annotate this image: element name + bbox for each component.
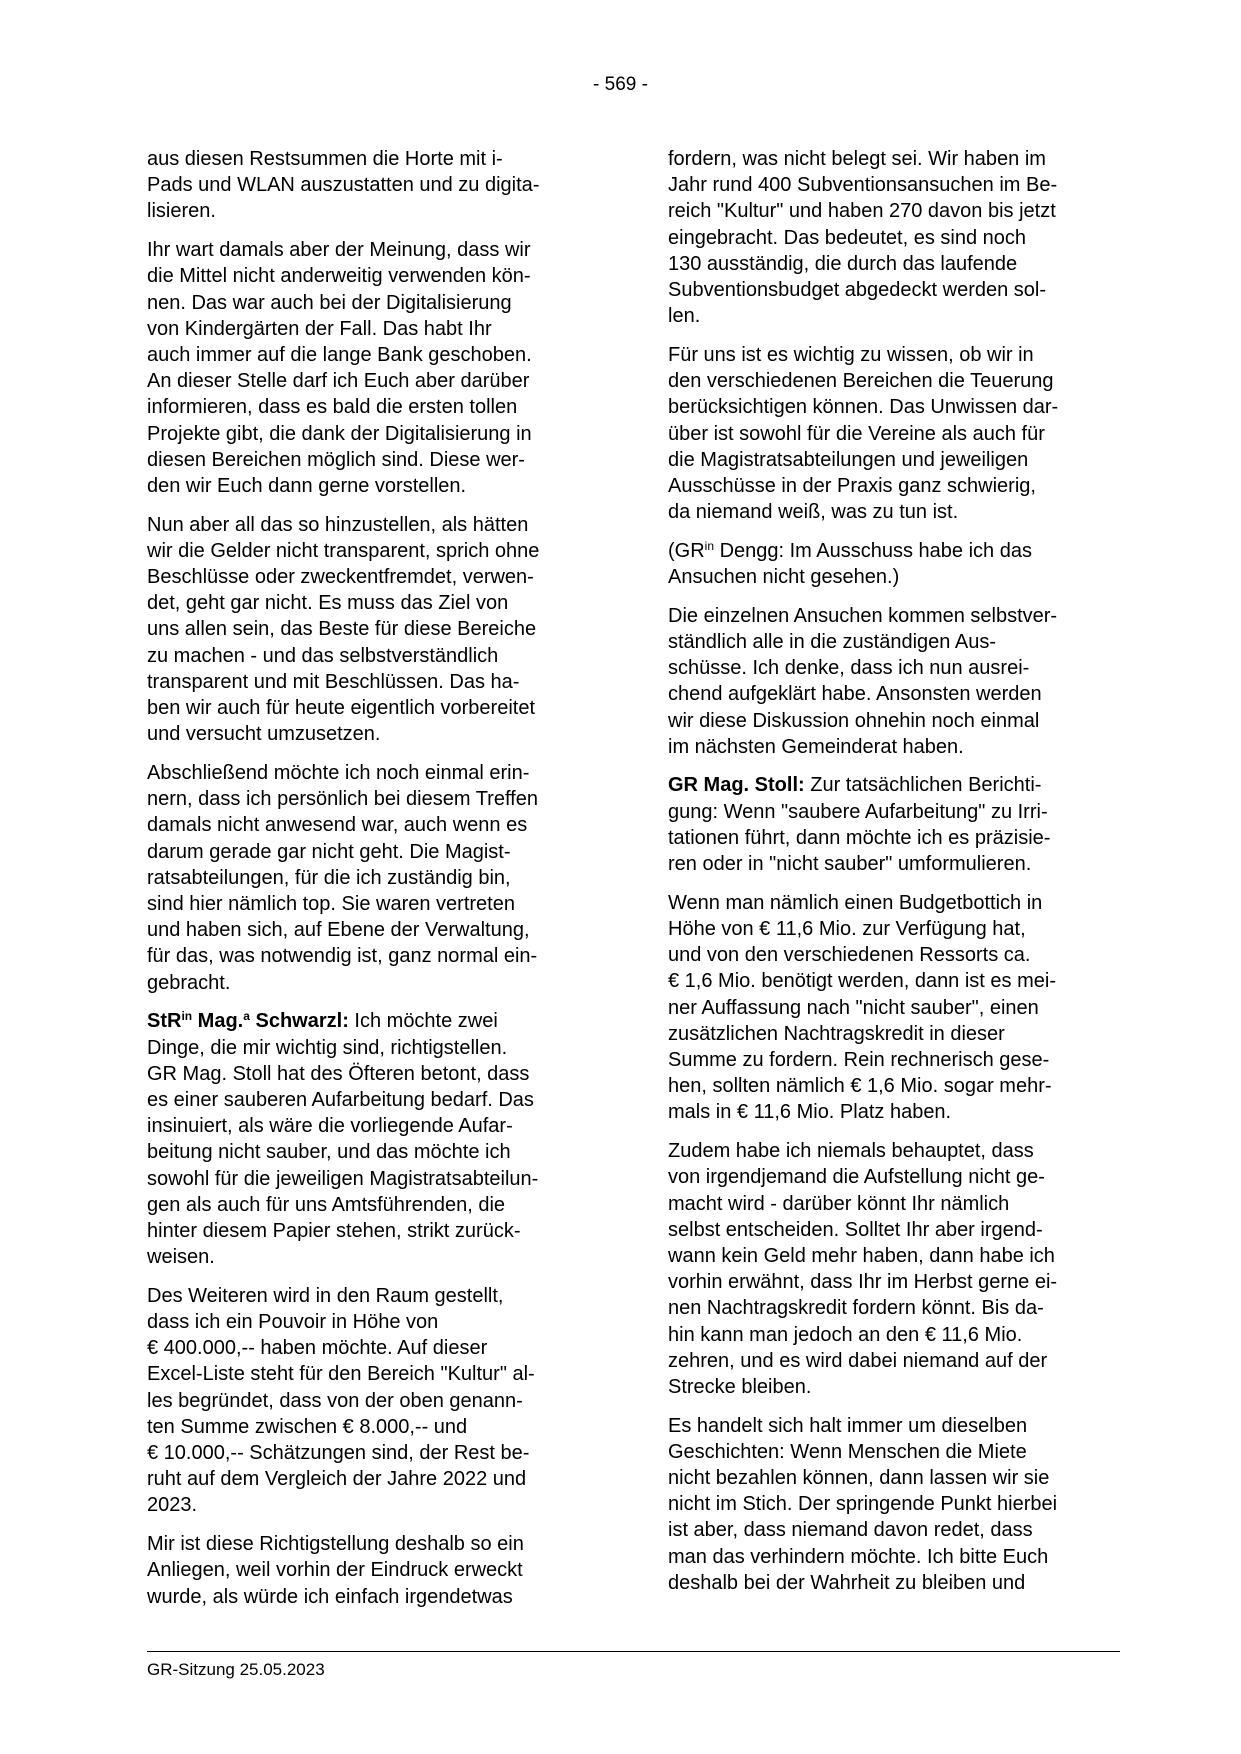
left-column	[147, 146, 602, 1622]
paragraph: Für uns ist es wichtig zu wissen, ob wir in den verschiedenen Bereichen die Teuerung berücksichtigen können. Das Unwissen dar- über ist sowohl für die Vereine als auch für die Magistratsabteilungen und jeweiligen Ausschüsse in der Praxis ganz schwierig, da niemand weiß, was zu tun ist.	[668, 343, 1059, 524]
speech-text: Zur tatsächlichen Berichti- gung: Wenn "saubere Aufarbeitung" zu Irri- tationen führt, dann möchte ich es präzisie- ren oder in "nicht sauber" umformulieren.	[668, 774, 1051, 876]
speaker-paragraph	[147, 1008, 602, 1270]
paragraph: Abschließend möchte ich noch einmal erin- nern, dass ich persönlich bei diesem Treffen damals nicht anwesend war, auch wenn es darum gerade gar nicht geht. Die Magist- ratsabteilungen, für die ich zuständig bin, sind hier nämlich top. Sie waren vertreten und haben sich, auf Ebene der Verwaltung, für das, was notwendig ist, ganz normal ein- gebracht.	[147, 761, 538, 994]
paragraph: Nun aber all das so hinzustellen, als hätten wir die Gelder nicht transparent, sprich ohne Beschlüsse oder zweckentfremdet, verwen- det, geht gar nicht. Es muss das Ziel von uns allen sein, das Beste für diese Bereiche zu machen - und das selbstverständlich transparent und mit Beschlüssen. Das ha- ben wir auch für heute eigentlich vorbereitet und versucht umzusetzen.	[147, 513, 540, 746]
paragraph: Zudem habe ich niemals behauptet, dass von irgendjemand die Aufstellung nicht ge- macht wird - darüber könnt Ihr nämlich selbst entscheiden. Solltet Ihr aber irgend- wann kein Geld mehr haben, dann habe ich vorhin erwähnt, dass Ihr im Herbst gerne ei- nen Nachtragskredit fordern könnt. Bis da- hin kann man jedoch an den € 11,6 Mio. zehren, und es wird dabei niemand auf der Strecke bleiben.	[668, 1140, 1058, 1398]
speech-text: Ich möchte zwei Dinge, die mir wichtig sind, richtigstellen. GR Mag. Stoll hat des Öfteren betont, dass es einer sauberen Aufarbeitung bedarf. Das insinuiert, als wäre die vorliegende Aufar- beitung nicht sauber, und das möchte ich sowohl für die jeweiligen Magistratsabteilun- gen als auch für uns Amtsführenden, die hinter diesem Papier stehen, strikt zurück- weisen.	[147, 1010, 539, 1269]
paragraph: Mir ist diese Richtigstellung deshalb so ein Anliegen, weil vorhin der Eindruck erweckt wurde, als würde ich einfach irgendetwas	[147, 1533, 524, 1608]
paragraph: fordern, was nicht belegt sei. Wir haben im Jahr rund 400 Subventionsansuchen im Be- reich "Kultur" und haben 270 davon bis jetzt eingebracht. Das bedeutet, es sind noch 130 ausständig, die durch das laufende Subventionsbudget abgedeckt werden sol- len.	[668, 148, 1058, 328]
interjection-paragraph: ($GR^{in}$ Dengg: Im Ausschuss habe ich das Ansuchen nicht gesehen.)	[668, 538, 1032, 589]
speaker-name: GR Mag. Stoll:	[668, 774, 805, 797]
speaker-paragraph	[668, 772, 1124, 877]
right-column	[668, 146, 1124, 1609]
page-number: - 569 -	[593, 74, 648, 95]
paragraph: aus diesen Restsummen die Horte mit i- Pads und WLAN auszustatten und zu digita- lisieren.	[147, 148, 540, 223]
footer-session-date: GR-Sitzung 25.05.2023	[147, 1660, 325, 1679]
speaker-name: StR$^{in}$ Mag.$^a$ Schwarzl:	[147, 1009, 349, 1033]
paragraph: Wenn man nämlich einen Budgetbottich in Höhe von € 11,6 Mio. zur Verfügung hat, und von den verschiedenen Ressorts ca. € 1,6 Mio. benötigt werden, dann ist es mei- ner Auffassung nach "nicht sauber", einen zusätzlichen Nachtragskredit in dieser Summe zu fordern. Rein rechnerisch gese- hen, sollten nämlich € 1,6 Mio. sogar mehr- mals in € 11,6 Mio. Platz haben.	[668, 891, 1056, 1124]
paragraph: Die einzelnen Ansuchen kommen selbstver- ständlich alle in die zuständigen Aus- schüsse. Ich denke, dass ich nun ausrei- chend aufgeklärt habe. Ansonsten werden wir diese Diskussion ohnehin noch einmal im nächsten Gemeinderat haben.	[668, 604, 1058, 758]
paragraph: Ihr wart damals aber der Meinung, dass wir die Mittel nicht anderweitig verwenden kön- nen. Das war auch bei der Digitalisierung von Kindergärten der Fall. Das habt Ihr auch immer auf die lange Bank geschoben. An dieser Stelle darf ich Euch aber darüber informieren, dass es bald die ersten tollen Projekte gibt, die dank der Digitalisierung in diesen Bereichen möglich sind. Diese wer- den wir Euch dann gerne vorstellen.	[147, 239, 532, 497]
paragraph: Des Weiteren wird in den Raum gestellt, dass ich ein Pouvoir in Höhe von € 400.000,-- haben möchte. Auf dieser Excel-Liste steht für den Bereich "Kultur" al- les begründet, dass von der oben genann- ten Summe zwischen € 8.000,-- und € 10.000,-- Schätzungen sind, der Rest be- ruht auf dem Vergleich der Jahre 2022 und 2023.	[147, 1284, 535, 1517]
paragraph: Es handelt sich halt immer um dieselben Geschichten: Wenn Menschen die Miete nicht bezahlen können, dann lassen wir sie nicht im Stich. Der springende Punkt hierbei ist aber, dass niemand davon redet, dass man das verhindern möchte. Ich bitte Euch deshalb bei der Wahrheit zu bleiben und	[668, 1414, 1058, 1594]
footer-divider	[147, 1651, 1120, 1652]
